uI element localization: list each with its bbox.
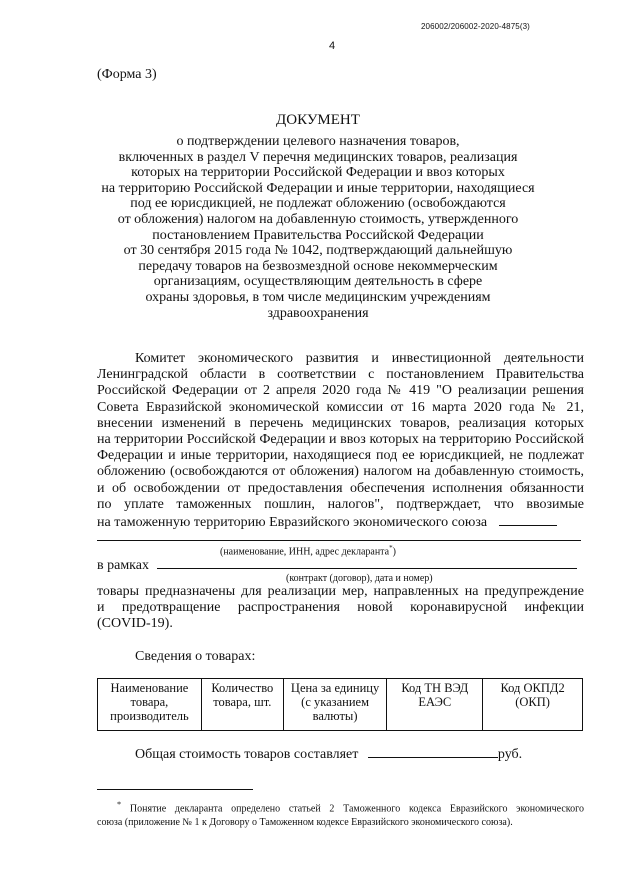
paragraph-line: на территории Российской Федерации и ввоз которых на территорию Российской: [97, 432, 584, 448]
purpose-line: и предотвращение распространения новой коронавирусной инфекции: [97, 600, 584, 616]
footnote: [97, 798, 584, 829]
paragraph-last-line: [97, 513, 584, 531]
title-line: которых на территории Российской Федерации и ввоз которых: [131, 165, 505, 181]
goods-blank-field[interactable]: [499, 513, 557, 526]
declarant-field[interactable]: [97, 540, 581, 541]
contract-row: [97, 556, 584, 574]
footnote-line: союза (приложение № 1 к Договору о Таможенном кодексе Евразийского экономического союза).: [97, 816, 513, 828]
footnote-divider: [97, 789, 253, 790]
column-header-okpd: Код ОКПД2 (ОКП): [483, 679, 583, 731]
title-line: охраны здоровья, в том числе медицинским учреждениям: [145, 289, 491, 305]
main-paragraph: [97, 351, 584, 531]
goods-table: [97, 678, 583, 731]
document-title: ДОКУМЕНТ: [276, 112, 360, 128]
footnote-mark: *: [117, 800, 122, 809]
title-line: включенных в раздел V перечня медицинских товаров, реализация: [118, 149, 518, 165]
page-number: 4: [328, 40, 336, 52]
within-label: в рамках: [97, 558, 149, 573]
title-line: передачу товаров на безвозмездной основе некоммерческим: [138, 258, 498, 274]
total-unit: руб.: [497, 747, 523, 762]
form-label: (Форма 3): [97, 67, 157, 82]
purpose-line: товары предназначены для реализации мер, направленных на предупреждение: [97, 584, 584, 599]
title-line: от обложения) налогом на добавленную стоимость, утвержденного: [117, 211, 519, 227]
title-line: здравоохранения: [267, 305, 369, 321]
paragraph-line: Ленинградской области в соответствии с постановлением Правительства: [97, 367, 584, 383]
paragraph-line: обложению (освобождаются от обложения) налогом на добавленную стоимость,: [97, 464, 584, 480]
document-title-block: [100, 110, 536, 321]
paragraph-line: по уплате таможенных пошлин, налогов", подтверждает, что ввозимые: [97, 496, 584, 512]
paragraph-line: Российской Федерации от 2 апреля 2020 года № 419 "О реализации решения: [97, 383, 584, 399]
goods-table-wrap: [97, 678, 583, 731]
goods-heading: Сведения о товарах:: [135, 649, 256, 664]
paragraph-line: Федерации и иные территории, находящиеся под ее юрисдикцией, не подлежат: [97, 448, 584, 464]
title-line: от 30 сентября 2015 года № 1042, подтверждающий дальнейшую: [123, 243, 513, 259]
column-header-name: Наименование товара, производитель: [98, 679, 202, 731]
purpose-paragraph: [97, 584, 584, 633]
title-line: под ее юрисдикцией, не подлежат обложению (освобождаются: [130, 196, 506, 212]
paragraph-line: на таможенную территорию Евразийского экономического союза: [97, 515, 488, 531]
column-header-quantity: Количество товара, шт.: [201, 679, 283, 731]
title-line: о подтверждении целевого назначения товаров,: [176, 134, 460, 149]
purpose-line: (COVID-19).: [97, 616, 173, 632]
total-label: Общая стоимость товаров составляет: [135, 747, 359, 762]
paragraph-line: Комитет экономического развития и инвестиционной деятельности: [135, 351, 584, 366]
contract-field[interactable]: [157, 556, 577, 569]
column-header-tnved: Код ТН ВЭД ЕАЭС: [387, 679, 483, 731]
paragraph-line: Совета Евразийской экономической комиссии от 16 марта 2020 года № 21,: [97, 399, 584, 415]
total-cost-row: [135, 745, 522, 763]
paragraph-line: внесении изменений в перечень медицинских товаров, реализация которых: [97, 415, 584, 431]
declarant-caption: (наименование, ИНН, адрес декларанта*): [220, 544, 396, 558]
column-header-price: Цена за единицу (с указанием валюты): [283, 679, 387, 731]
contract-caption: (контракт (договор), дата и номер): [286, 573, 433, 584]
total-field[interactable]: [368, 745, 498, 758]
title-line: на территорию Российской Федерации и иные территории, находящиеся: [101, 180, 535, 196]
table-header-row: [98, 679, 583, 731]
footnote-line: * Понятие декларанта определено статьей 2 Таможенного кодекса Евразийского экономического: [117, 800, 584, 815]
paragraph-line: и об освобождении от предоставления обеспечения исполнения обязанности: [97, 480, 584, 496]
title-line: организациям, осуществляющим деятельность в сфере: [153, 274, 483, 290]
document-id: 206002/206002-2020-4875(3): [421, 22, 530, 31]
title-line: постановлением Правительства Российской Федерации: [152, 227, 484, 243]
